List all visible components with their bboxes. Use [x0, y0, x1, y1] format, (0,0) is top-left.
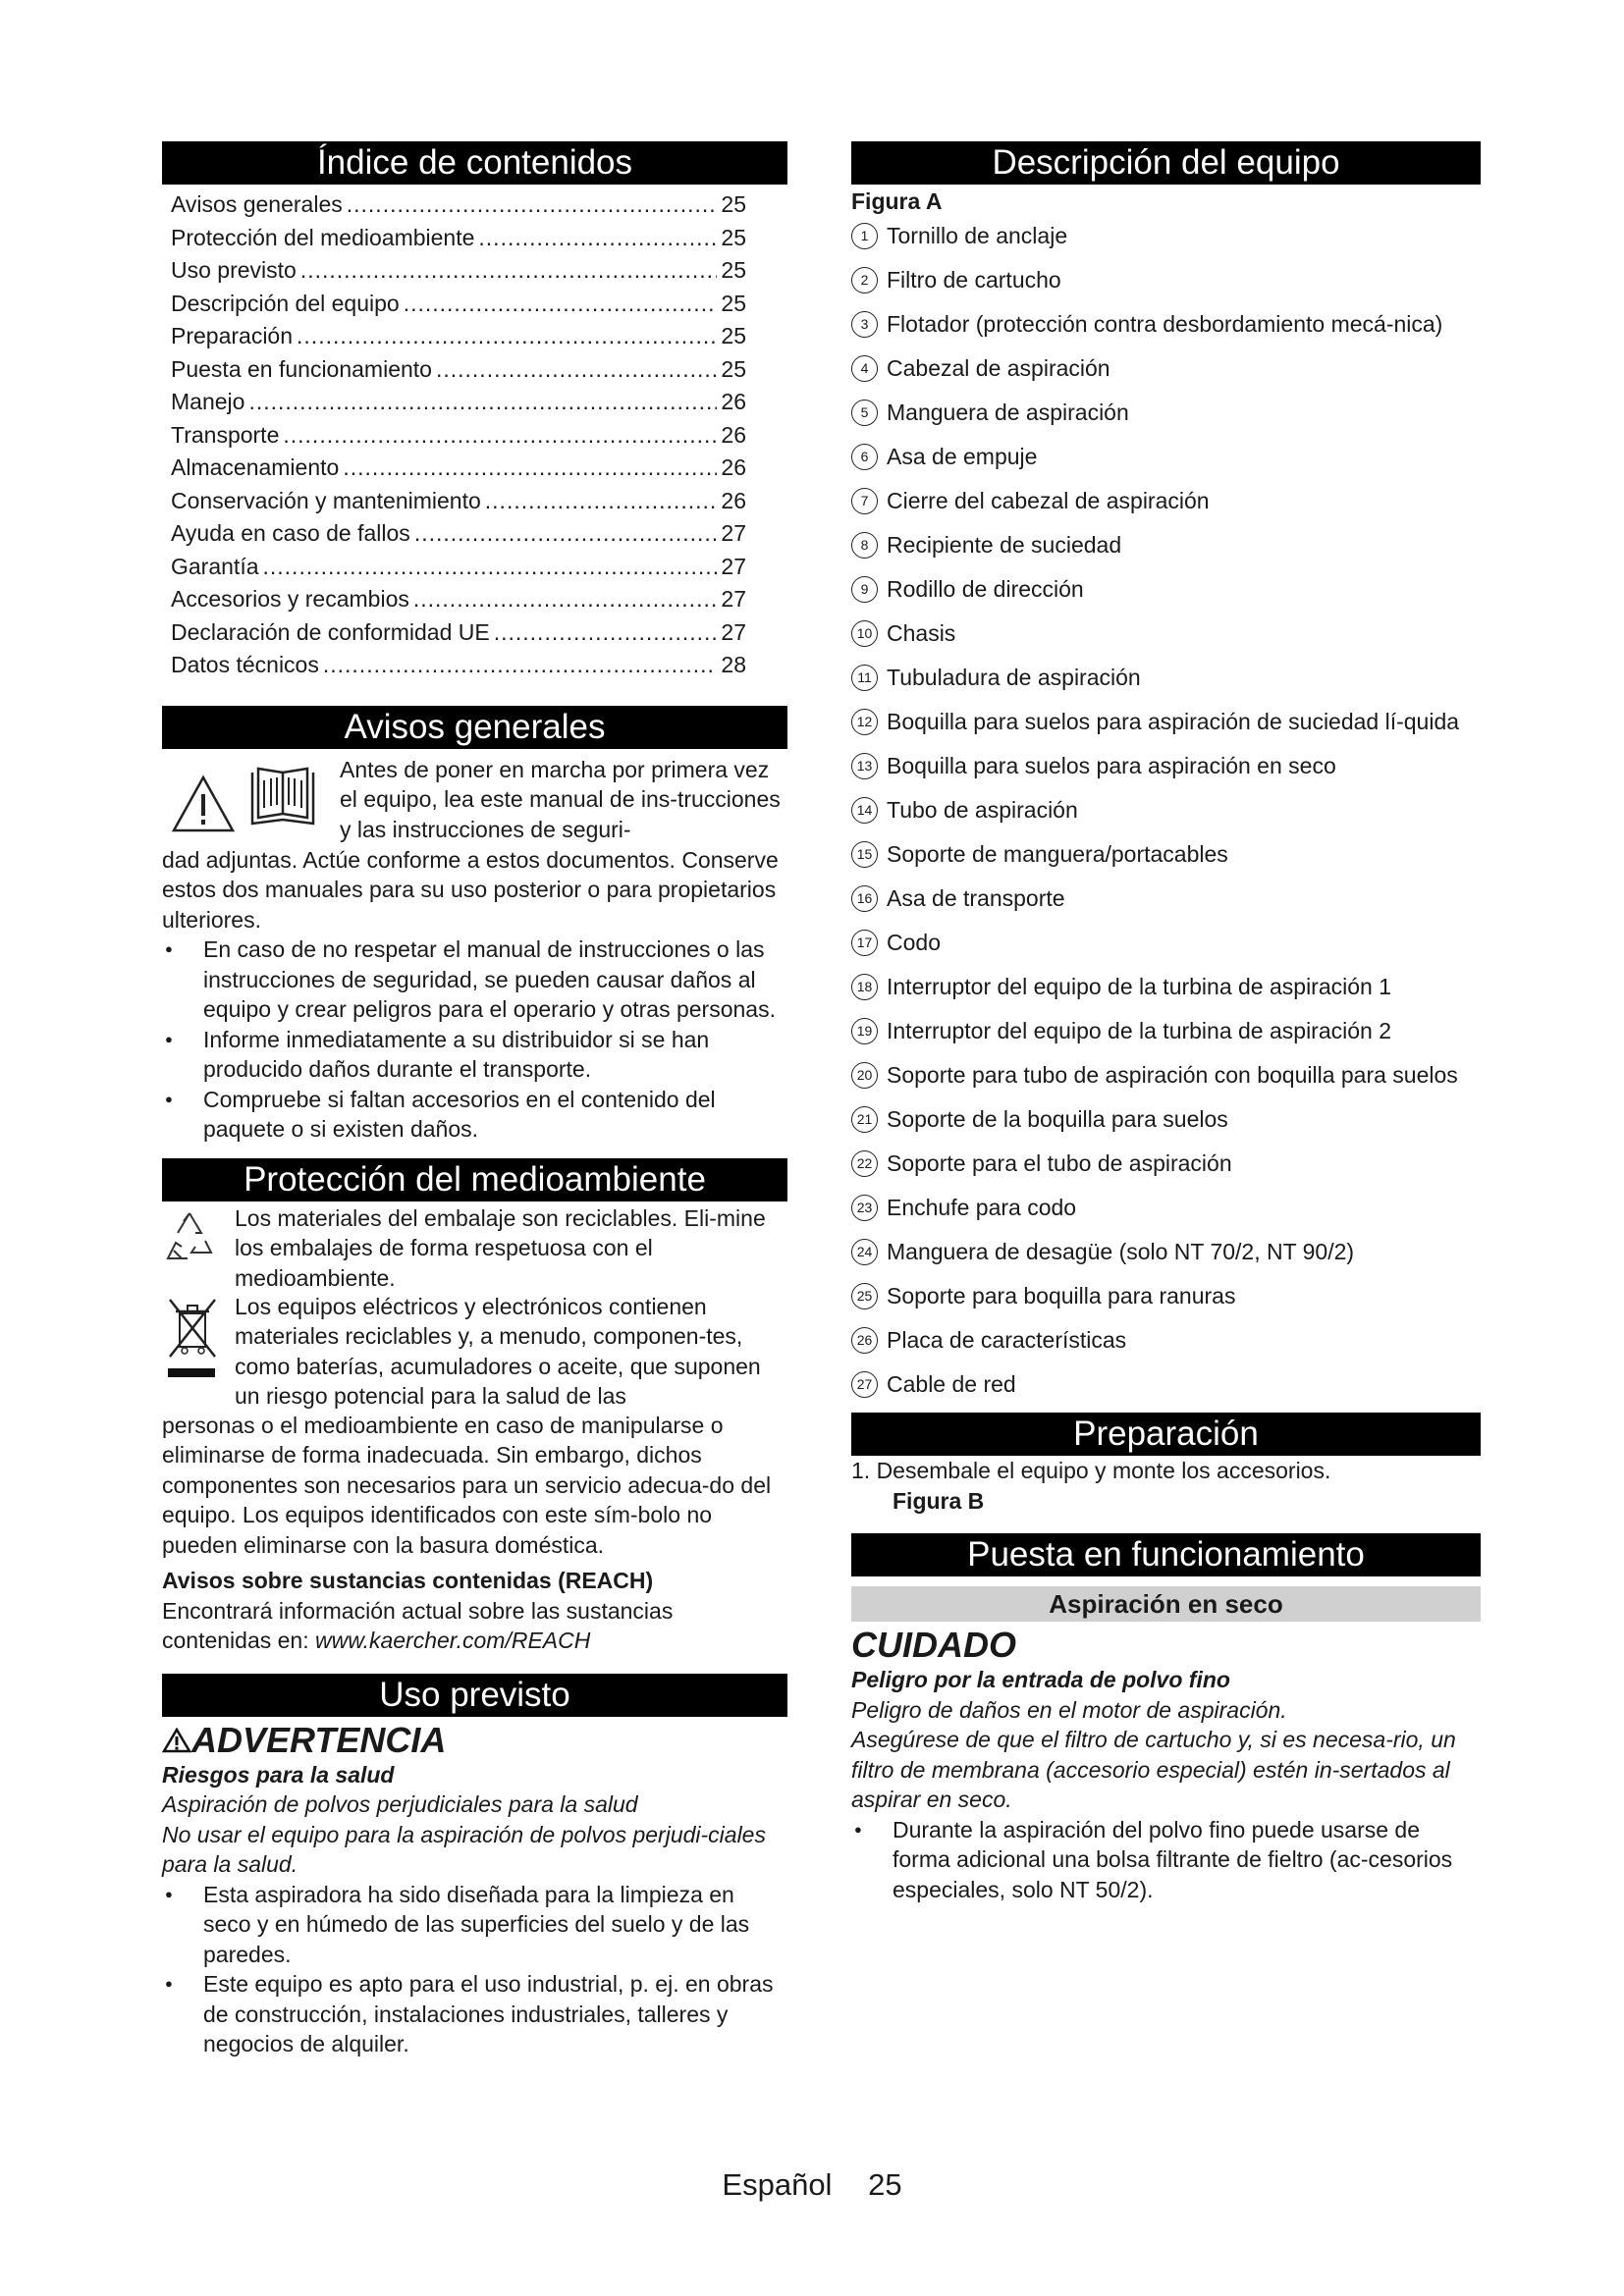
part-item [851, 1368, 1481, 1401]
toc-list [162, 188, 787, 682]
toc-entry-page: 25 [721, 224, 746, 250]
toc-entry-label: Garantía [171, 553, 259, 579]
reach-text: Encontrará información actual sobre las sustancias contenidas en: [162, 1597, 674, 1653]
toc-entry[interactable] [171, 288, 787, 321]
part-item [851, 397, 1481, 429]
part-label: Manguera de aspiración [887, 400, 1129, 425]
toc-leader-dots [297, 320, 717, 353]
toc-entry-page: 25 [721, 191, 746, 217]
part-label: Cierre del cabezal de aspiración [887, 488, 1210, 513]
toc-entry-label: Conservación y mantenimiento [171, 487, 481, 513]
avisos-bullet-list [162, 934, 787, 1145]
part-item [851, 1103, 1481, 1136]
toc-entry-label: Protección del medioambiente [171, 224, 475, 250]
uso-heading: Uso previsto [162, 1674, 787, 1717]
part-number-badge: 27 [851, 1371, 878, 1398]
toc-entry-page: 27 [721, 618, 746, 645]
advertencia-title [162, 1721, 787, 1760]
part-number-badge: 16 [851, 885, 878, 912]
part-label: Soporte de manguera/portacables [887, 841, 1228, 867]
toc-entry[interactable] [171, 320, 787, 353]
right-column [851, 141, 1481, 1904]
part-label: Boquilla para suelos para aspiración en seco [887, 753, 1336, 778]
bullet-item: ● En caso de no respetar el manual de instrucciones o las instrucciones de seguridad, se pueden causar daños al equipo y crear peligros para el operario y otras personas. [162, 934, 787, 1025]
part-number-badge: 19 [851, 1018, 878, 1044]
part-item [851, 1324, 1481, 1357]
part-number-badge: 9 [851, 576, 878, 603]
toc-entry-page: 28 [721, 652, 746, 677]
part-label: Recipiente de suciedad [887, 532, 1122, 558]
part-label: Placa de características [887, 1327, 1127, 1353]
part-item [851, 1236, 1481, 1268]
weee-text-b: personas o el medioambiente en caso de manipularse o eliminarse de forma inadecuada. Sin embargo, dichos componentes son necesarios para un servicio adecua-do del equipo. Los equipos identificados con este sím-bolo no pueden eliminarse con la basura doméstica. [162, 1412, 772, 1558]
part-label: Soporte para el tubo de aspiración [887, 1150, 1232, 1176]
part-number-badge: 2 [851, 267, 878, 294]
part-number-badge: 11 [851, 665, 878, 691]
toc-entry-label: Transporte [171, 421, 280, 448]
toc-entry[interactable] [171, 353, 787, 387]
manual-book-icon [246, 759, 319, 829]
part-number-badge: 1 [851, 223, 878, 249]
part-item [851, 220, 1481, 252]
part-label: Flotador (protección contra desbordamiento mecá-nica) [887, 311, 1443, 337]
toc-entry-label: Avisos generales [171, 191, 343, 217]
bullet-item: ● Este equipo es apto para el uso industrial, p. ej. en obras de construcción, instalaciones industriales, talleres y negocios de alquiler. [162, 1969, 787, 2059]
toc-entry[interactable] [171, 485, 787, 518]
bullet-item: ● Informe inmediatamente a su distribuidor si se han producido daños durante el transporte. [162, 1025, 787, 1085]
toc-entry-label: Descripción del equipo [171, 290, 400, 316]
part-label: Manguera de desagüe (solo NT 70/2, NT 90/2) [887, 1239, 1355, 1264]
part-item [851, 794, 1481, 827]
toc-entry[interactable] [171, 583, 787, 616]
toc-leader-dots [414, 517, 718, 551]
toc-entry-label: Datos técnicos [171, 652, 319, 677]
part-item [851, 529, 1481, 561]
toc-entry[interactable] [171, 188, 787, 222]
puesta-danger-title: Peligro por la entrada de polvo fino [851, 1667, 1230, 1692]
part-item [851, 662, 1481, 694]
bullet-item: ● Compruebe si faltan accesorios en el contenido del paquete o si existen daños. [162, 1085, 787, 1145]
avisos-intro-block [162, 755, 787, 845]
part-item [851, 882, 1481, 915]
part-label: Rodillo de dirección [887, 576, 1084, 602]
toc-entry-page: 27 [721, 520, 746, 546]
part-label: Interruptor del equipo de la turbina de aspiración 1 [887, 974, 1392, 999]
uso-risk-line1: Aspiración de polvos perjudiciales para la salud [162, 1791, 638, 1817]
preparacion-heading: Preparación [851, 1413, 1481, 1456]
part-item [851, 1059, 1481, 1092]
part-number-badge: 10 [851, 620, 878, 647]
part-number-badge: 25 [851, 1283, 878, 1309]
toc-entry-label: Uso previsto [171, 257, 297, 283]
part-number-badge: 3 [851, 311, 878, 338]
part-label: Soporte para boquilla para ranuras [887, 1283, 1236, 1308]
footer-language: Español [722, 2167, 833, 2202]
part-item [851, 706, 1481, 738]
toc-entry[interactable] [171, 452, 787, 485]
part-number-badge: 5 [851, 400, 878, 426]
part-item [851, 1015, 1481, 1047]
toc-leader-dots [494, 616, 718, 650]
part-item [851, 573, 1481, 606]
toc-entry-label: Declaración de conformidad UE [171, 618, 490, 645]
toc-entry[interactable] [171, 551, 787, 584]
part-label: Soporte para tubo de aspiración con boquilla para suelos [887, 1062, 1458, 1088]
part-label: Codo [887, 930, 941, 955]
part-label: Cable de red [887, 1371, 1016, 1397]
part-label: Tubuladura de aspiración [887, 665, 1141, 690]
part-item [851, 308, 1481, 341]
toc-leader-dots [323, 649, 718, 682]
toc-entry-page: 27 [721, 553, 746, 579]
part-item [851, 1148, 1481, 1180]
toc-entry[interactable] [171, 386, 787, 419]
warning-small-icon [162, 1728, 191, 1753]
part-item [851, 264, 1481, 296]
figura-b-label: Figura B [893, 1487, 985, 1514]
toc-entry[interactable] [171, 419, 787, 453]
aspiracion-seco-subheading: Aspiración en seco [851, 1586, 1481, 1622]
avisos-intro-b: dad adjuntas. Actúe conforme a estos documentos. Conserve estos dos manuales para su uso posterior o para propietarios ulteriores. [162, 846, 779, 933]
part-number-badge: 21 [851, 1106, 878, 1133]
toc-entry-page: 25 [721, 355, 746, 382]
toc-leader-dots [404, 288, 718, 321]
left-column [162, 141, 787, 2059]
weee-block [162, 1292, 787, 1411]
puesta-bullet-list [851, 1815, 1481, 1905]
page-footer [0, 2167, 1624, 2203]
toc-entry[interactable] [171, 517, 787, 551]
part-number-badge: 7 [851, 488, 878, 514]
part-number-badge: 20 [851, 1062, 878, 1089]
part-label: Chasis [887, 620, 956, 646]
part-label: Cabezal de aspiración [887, 355, 1110, 381]
toc-leader-dots [248, 386, 717, 419]
uso-risk-title: Riesgos para la salud [162, 1761, 395, 1788]
toc-entry-label: Manejo [171, 389, 245, 414]
toc-entry-label: Puesta en funcionamiento [171, 355, 432, 382]
toc-leader-dots [300, 254, 718, 288]
recycle-icon [162, 1207, 217, 1266]
footer-page-number: 25 [868, 2167, 902, 2202]
figura-a-label: Figura A [851, 188, 943, 214]
part-number-badge: 24 [851, 1239, 878, 1265]
puesta-danger-line2: Asegúrese de que el filtro de cartucho y, si es necesa-rio, un filtro de membrana (accesorio especial) estén in-sertados al aspirar en seco. [851, 1727, 1456, 1812]
toc-entry[interactable] [171, 222, 787, 255]
toc-leader-dots [263, 551, 718, 584]
part-number-badge: 23 [851, 1195, 878, 1221]
puesta-bullet: ● Durante la aspiración del polvo fino puede usarse de forma adicional una bolsa filtrante de fieltro (ac-cesorios especiales, solo NT 50/2). [851, 1815, 1481, 1905]
part-label: Tornillo de anclaje [887, 223, 1068, 248]
part-item [851, 441, 1481, 473]
part-item [851, 352, 1481, 385]
part-number-badge: 22 [851, 1150, 878, 1177]
toc-entry-page: 26 [721, 454, 746, 480]
reach-title: Avisos sobre sustancias contenidas (REACH) [162, 1568, 654, 1593]
toc-entry-label: Almacenamiento [171, 454, 340, 480]
bullet-item: ● Esta aspiradora ha sido diseñada para la limpieza en seco y en húmedo de las superficies del suelo y de las paredes. [162, 1880, 787, 1970]
part-label: Enchufe para codo [887, 1195, 1077, 1220]
toc-leader-dots [343, 452, 717, 485]
uso-bullet-list [162, 1880, 787, 2059]
puesta-danger-line1: Peligro de daños en el motor de aspiración. [851, 1696, 1287, 1723]
toc-entry-page: 27 [721, 586, 746, 612]
toc-leader-dots [485, 485, 718, 518]
toc-leader-dots [436, 353, 717, 387]
avisos-intro-a: Antes de poner en marcha por primera vez el equipo, lea este manual de ins-trucciones y las instrucciones de seguri- [340, 756, 781, 842]
part-number-badge: 26 [851, 1327, 878, 1354]
recycle-text: Los materiales del embalaje son reciclables. Eli-mine los embalajes de forma respetuosa con el medioambiente. [235, 1204, 766, 1291]
puesta-heading: Puesta en funcionamiento [851, 1533, 1481, 1576]
toc-entry-page: 25 [721, 290, 746, 316]
part-number-badge: 13 [851, 753, 878, 779]
preparacion-step: 1. Desembale el equipo y monte los accesorios. [851, 1458, 1331, 1483]
toc-entry[interactable] [171, 649, 787, 682]
part-label: Boquilla para suelos para aspiración de suciedad lí-quida [887, 709, 1460, 734]
part-item [851, 838, 1481, 871]
part-number-badge: 8 [851, 532, 878, 559]
part-number-badge: 15 [851, 841, 878, 868]
cuidado-label: CUIDADO [851, 1625, 1016, 1665]
avisos-heading: Avisos generales [162, 706, 787, 749]
toc-entry-label: Preparación [171, 323, 294, 348]
part-item [851, 1192, 1481, 1224]
toc-entry-page: 25 [721, 323, 746, 348]
toc-heading: Índice de contenidos [162, 141, 787, 185]
toc-entry-page: 25 [721, 257, 746, 283]
part-label: Tubo de aspiración [887, 797, 1078, 823]
toc-entry-page: 26 [721, 421, 746, 448]
part-label: Soporte de la boquilla para suelos [887, 1106, 1228, 1132]
reach-paragraph [162, 1596, 787, 1656]
part-item [851, 617, 1481, 650]
part-item [851, 485, 1481, 517]
medio-heading: Protección del medioambiente [162, 1158, 787, 1201]
descripcion-heading: Descripción del equipo [851, 141, 1481, 185]
part-item [851, 750, 1481, 782]
part-number-badge: 4 [851, 355, 878, 382]
toc-leader-dots [478, 222, 717, 255]
toc-leader-dots [283, 419, 717, 453]
toc-leader-dots [413, 583, 718, 616]
toc-entry-label: Accesorios y recambios [171, 586, 409, 612]
toc-entry[interactable] [171, 254, 787, 288]
crossed-bin-icon [166, 1296, 221, 1378]
part-number-badge: 6 [851, 444, 878, 470]
warning-triangle-icon [171, 774, 236, 833]
recycle-block [162, 1203, 787, 1292]
part-number-badge: 12 [851, 709, 878, 735]
reach-url-link[interactable]: www.kaercher.com/REACH [315, 1628, 591, 1653]
part-item [851, 971, 1481, 1003]
part-item [851, 1280, 1481, 1312]
part-label: Interruptor del equipo de la turbina de aspiración 2 [887, 1018, 1392, 1043]
part-label: Asa de transporte [887, 885, 1065, 911]
weee-text-a: Los equipos eléctricos y electrónicos contienen materiales reciclables y, a menudo, componen-tes, como baterías, acumuladores o aceite, que suponen un riesgo potencial para la salud de las [235, 1293, 761, 1409]
part-number-badge: 17 [851, 930, 878, 956]
part-label: Filtro de cartucho [887, 267, 1061, 293]
toc-entry-page: 26 [721, 389, 746, 414]
toc-entry[interactable] [171, 616, 787, 650]
toc-leader-dots [347, 188, 718, 222]
advertencia-label: ADVERTENCIA [191, 1719, 447, 1760]
part-number-badge: 18 [851, 974, 878, 1000]
parts-list [851, 220, 1481, 1401]
part-item [851, 927, 1481, 959]
uso-risk-line2: No usar el equipo para la aspiración de polvos perjudi-ciales para la salud. [162, 1821, 766, 1877]
toc-entry-label: Ayuda en caso de fallos [171, 520, 410, 546]
toc-entry-page: 26 [721, 487, 746, 513]
part-number-badge: 14 [851, 797, 878, 824]
part-label: Asa de empuje [887, 444, 1038, 469]
